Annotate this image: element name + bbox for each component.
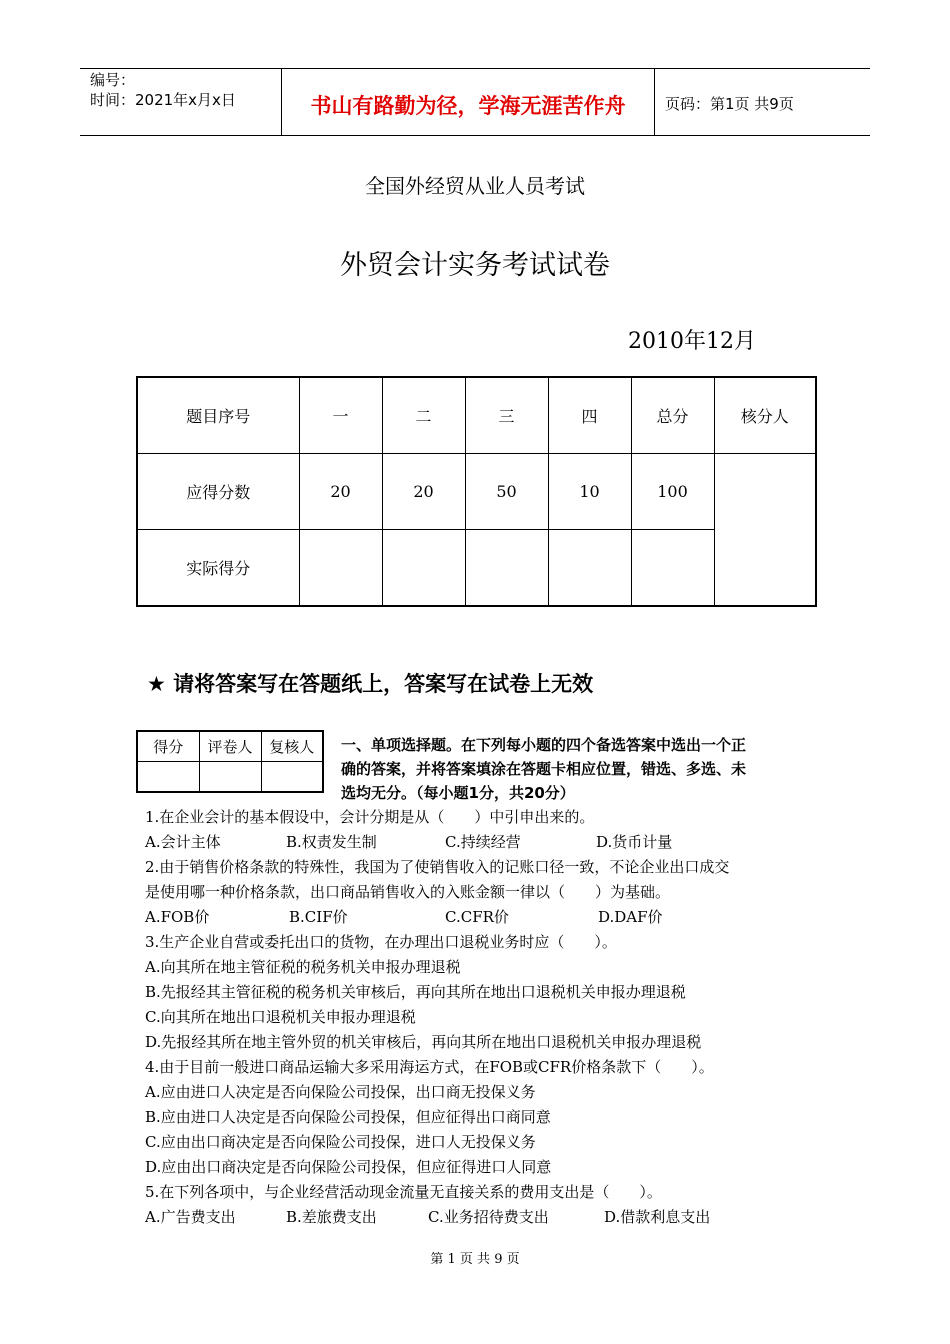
- header-divider: [281, 68, 282, 136]
- question-4: 4.由于目前一般进口商品运输大多采用海运方式，在FOB或CFR价格条款下（ ）。: [145, 1058, 714, 1076]
- grader-blank-cell: [261, 762, 323, 793]
- score-header-cell: 二: [382, 377, 465, 454]
- exam-title: 外贸会计实务考试试卷: [340, 250, 610, 281]
- exam-date: 2010年12月: [628, 329, 756, 354]
- grader-blank-cell: [137, 762, 199, 793]
- question-2-option: A.FOB价: [145, 908, 210, 926]
- question-2-option: D.DAF价: [598, 908, 663, 926]
- question-3-option: A.向其所在地主管征税的税务机关申报办理退税: [145, 958, 461, 976]
- question-5-option: C.业务招待费支出: [428, 1208, 549, 1226]
- question-5-option: D.借款利息支出: [604, 1208, 711, 1226]
- question-1: 1.在企业会计的基本假设中，会计分期是从（ ）中引申出来的。: [145, 808, 595, 826]
- question-1-option: D.货币计量: [596, 833, 673, 851]
- question-1-option: A.会计主体: [145, 833, 221, 851]
- question-4-option: B.应由进口人决定是否向保险公司投保，但应征得出口商同意: [145, 1108, 551, 1126]
- document-number-label: 编号：: [90, 71, 136, 89]
- expected-score-cell: 20: [299, 454, 382, 530]
- score-table: [136, 376, 817, 607]
- question-3: 3.生产企业自营或委托出口的货物，在办理出口退税业务时应（ ）。: [145, 933, 617, 951]
- question-4-option: D.应由出口商决定是否向保险公司投保，但应征得进口人同意: [145, 1158, 552, 1176]
- grader-table: [136, 730, 324, 793]
- question-5: 5.在下列各项中，与企业经营活动现金流量无直接关系的费用支出是（ ）。: [145, 1183, 662, 1201]
- actual-score-cell: [382, 530, 465, 607]
- question-2-option: B.CIF价: [289, 908, 348, 926]
- document-time: 时间：2021年x月x日: [90, 91, 236, 109]
- expected-score-cell: 20: [382, 454, 465, 530]
- grader-header-cell: 得分: [137, 731, 199, 762]
- section-instructions: [341, 733, 811, 805]
- actual-score-cell: [631, 530, 714, 607]
- question-5-option: A.广告费支出: [145, 1208, 236, 1226]
- actual-score-label: 实际得分: [137, 530, 299, 607]
- question-4-option: A.应由进口人决定是否向保险公司投保，出口商无投保义务: [145, 1083, 536, 1101]
- question-2: 2.由于销售价格条款的特殊性，我国为了使销售收入的记账口径一致，不论企业出口成交: [145, 858, 730, 876]
- score-header-cell: 四: [548, 377, 631, 454]
- score-table-expected-row: [137, 454, 816, 530]
- question-1-option: C.持续经营: [445, 833, 521, 851]
- score-header-cell: 总分: [631, 377, 714, 454]
- actual-score-cell: [465, 530, 548, 607]
- question-2-cont: 是使用哪一种价格条款，出口商品销售收入的入账金额一律以（ ）为基础。: [145, 883, 671, 901]
- grader-blank-cell: [199, 762, 261, 793]
- expected-score-cell: 10: [548, 454, 631, 530]
- question-3-option: D.先报经其所在地主管外贸的机关审核后，再向其所在地出口退税机关申报办理退税: [145, 1033, 702, 1051]
- exam-subtitle: 全国外经贸从业人员考试: [365, 174, 585, 198]
- score-header-cell: 题目序号: [137, 377, 299, 454]
- page-footer: 第 1 页 共 9 页: [430, 1252, 520, 1267]
- actual-score-cell: [299, 530, 382, 607]
- actual-score-cell: [548, 530, 631, 607]
- expected-score-cell: 50: [465, 454, 548, 530]
- answer-notice: ★ 请将答案写在答题纸上，答案写在试卷上无效: [147, 672, 594, 696]
- expected-score-label: 应得分数: [137, 454, 299, 530]
- header-meta: [90, 70, 236, 110]
- header-top-rule: [80, 68, 870, 69]
- section-instruction-line: 一、单项选择题。在下列每小题的四个备选答案中选出一个正: [341, 736, 747, 754]
- score-header-cell: 三: [465, 377, 548, 454]
- question-2-option: C.CFR价: [445, 908, 509, 926]
- expected-score-cell: 100: [631, 454, 714, 530]
- header-divider: [654, 68, 655, 136]
- header-motto: 书山有路勤为径，学海无涯苦作舟: [310, 94, 626, 118]
- grader-header-cell: 评卷人: [199, 731, 261, 762]
- question-5-option: B.差旅费支出: [286, 1208, 377, 1226]
- header-bottom-rule: [80, 135, 870, 136]
- grader-header-cell: 复核人: [261, 731, 323, 762]
- section-instruction-line: 选均无分。（每小题1分，共20分）: [341, 784, 575, 802]
- score-header-cell: 核分人: [714, 377, 816, 454]
- section-instruction-line: 确的答案，并将答案填涂在答题卡相应位置，错选、多选、未: [341, 760, 747, 778]
- score-header-cell: 一: [299, 377, 382, 454]
- question-3-option: C.向其所在地出口退税机关申报办理退税: [145, 1008, 416, 1026]
- checker-cell: [714, 454, 816, 607]
- question-4-option: C.应由出口商决定是否向保险公司投保，进口人无投保义务: [145, 1133, 536, 1151]
- question-1-option: B.权责发生制: [286, 833, 377, 851]
- score-table-header-row: [137, 377, 816, 454]
- header-page-info: 页码：第1页 共9页: [665, 95, 794, 113]
- question-3-option: B.先报经其主管征税的税务机关审核后，再向其所在地出口退税机关申报办理退税: [145, 983, 686, 1001]
